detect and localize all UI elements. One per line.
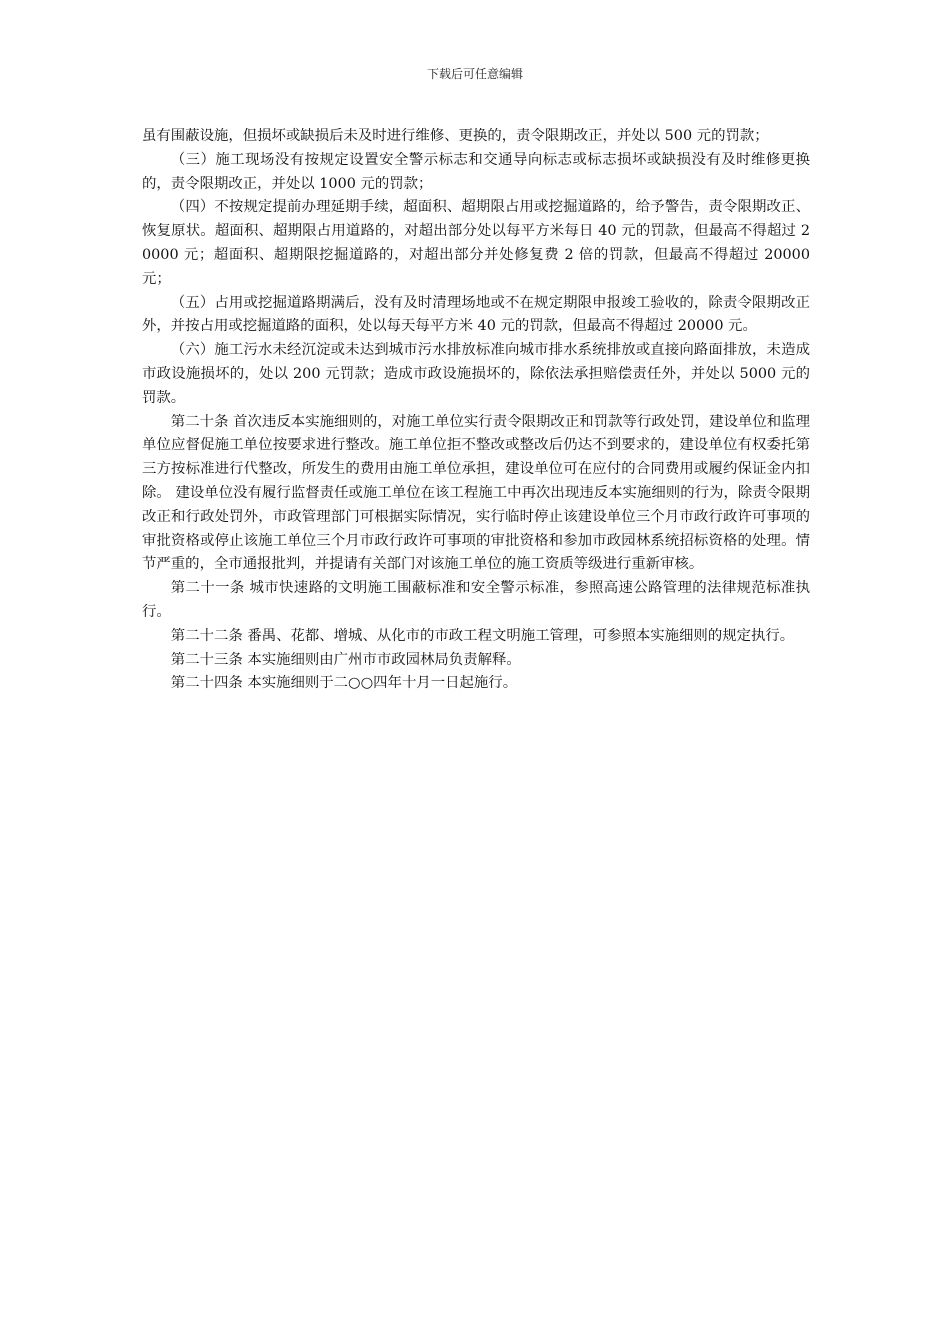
paragraph-continuation: 虽有围蔽设施，但损坏或缺损后未及时进行维修、更换的，责令限期改正，并处以 500 元的罚款； — [142, 128, 769, 144]
paragraph-item-4: （四）不按规定提前办理延期手续，超面积、超期限占用或挖掘道路的，给予警告，责令限期改正、恢复原状。超面积、超期限占用道路的，对超出部分处以每平方米每日 40 元的罚款，但最高不得超过 20000 元；超面积、超期限挖掘道路的，对超出部分并处修复费 2 倍的罚款，但最高不得超过 20000 元； — [142, 199, 810, 287]
article-23: 第二十三条 本实施细则由广州市市政园林局负责解释。 — [170, 651, 521, 668]
article-24: 第二十四条 本实施细则于二○○四年十月一日起施行。 — [170, 675, 518, 692]
page-header: 下载后可任意编辑 — [426, 67, 523, 81]
article-20: 第二十条 首次违反本实施细则的，对施工单位实行责令限期改正和罚款等行政处罚，建设单位和监理单位应督促施工单位按要求进行整改。施工单位拒不整改或整改后仍达不到要求的，建设单位有权委托第三方按标准进行代整改，所发生的费用由施工单位承担，建设单位可在应付的合同费用或履约保证金内扣除。 建设单位没有履行监督责任或施工单位在该工程施工中再次出现违反本实施细则的行为，除责令限期改正和行政处罚外，市政管理部门可根据实际情况，实行临时停止该建设单位三个月市政行政许可事项的审批资格或停止该施工单位三个月市政行政许可事项的审批资格和参加市政园林系统招标资格的处理。情节严重的，全市通报批判，并提请有关部门对该施工单位的施工资质等级进行重新审核。 — [142, 413, 810, 573]
paragraph-item-5: （五）占用或挖掘道路期满后，没有及时清理场地或不在规定期限申报竣工验收的，除责令限期改正外，并按占用或挖掘道路的面积，处以每天每平方米 40 元的罚款，但最高不得超过 20000 元。 — [142, 294, 810, 335]
paragraph-item-6: （六）施工污水未经沉淀或未达到城市污水排放标准向城市排水系统排放或直接向路面排放，未造成市政设施损坏的，处以 200 元罚款；造成市政设施损坏的，除依法承担赔偿责任外，并处以 5000 元的罚款。 — [142, 342, 810, 406]
article-21: 第二十一条 城市快速路的文明施工围蔽标准和安全警示标准，参照高速公路管理的法律规范标准执行。 — [142, 580, 810, 620]
article-22: 第二十二条 番禺、花都、增城、从化市的市政工程文明施工管理，可参照本实施细则的规定执行。 — [170, 627, 795, 644]
paragraph-item-3: （三）施工现场没有按规定设置安全警示标志和交通导向标志或标志损坏或缺损没有及时维修更换的，责令限期改正，并处以 1000 元的罚款； — [142, 151, 810, 192]
document-body — [142, 125, 810, 696]
